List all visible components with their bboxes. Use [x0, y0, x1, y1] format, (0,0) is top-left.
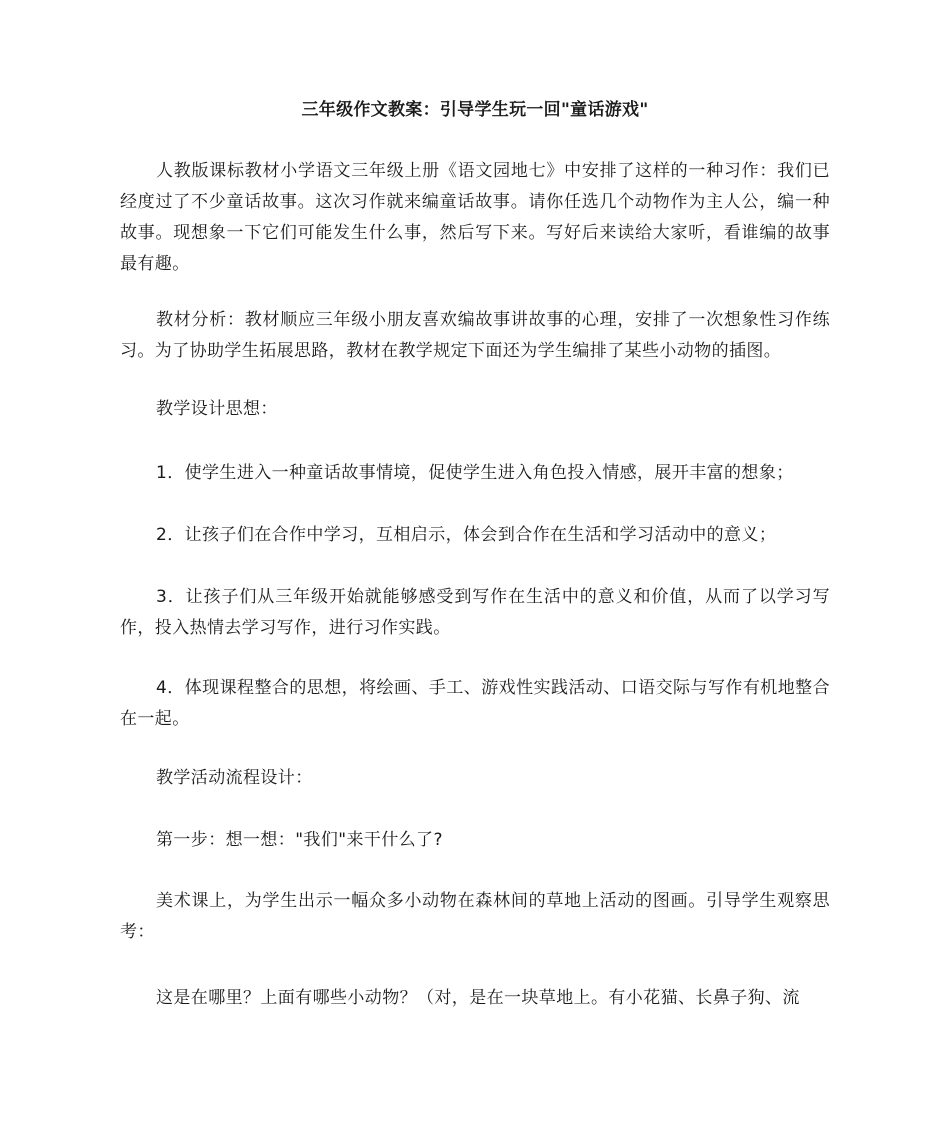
- paragraph-intro: 人教版课标教材小学语文三年级上册《语文园地七》中安排了这样的一种习作：我们已经度过了不少童话故事。这次习作就来编童话故事。请你任选几个动物作为主人公，编一种故事。现想象一下它们可能发生什么事，然后写下来。写好后来读给大家听，看谁编的故事最有趣。: [120, 161, 830, 274]
- paragraph-point-4: 4．体现课程整合的思想，将绘画、手工、游戏性实践活动、口语交际与写作有机地整合在一起。: [120, 678, 830, 729]
- paragraph-flow-heading: 教学活动流程设计：: [156, 768, 313, 788]
- paragraph-question: 这是在哪里？上面有哪些小动物？（对，是在一块草地上。有小花猫、长鼻子狗、流: [156, 988, 800, 1008]
- paragraph-material-analysis: 教材分析：教材顺应三年级小朋友喜欢编故事讲故事的心理，安排了一次想象性习作练习。为了协助学生拓展思路，教材在教学规定下面还为学生编排了某些小动物的插图。: [120, 310, 830, 361]
- paragraph-point-2: 2．让孩子们在合作中学习，互相启示，体会到合作在生活和学习活动中的意义；: [156, 525, 777, 545]
- paragraph-step-1: 第一步：想一想："我们"来干什么了?: [156, 830, 443, 850]
- paragraph-point-3: 3．让孩子们从三年级开始就能够感受到写作在生活中的意义和价值，从而了以学习写作，投入热情去学习写作，进行习作实践。: [120, 587, 830, 638]
- paragraph-point-1: 1．使学生进入一种童话故事情境，促使学生进入角色投入情感，展开丰富的想象；: [156, 463, 794, 483]
- paragraph-art-class: 美术课上，为学生出示一幅众多小动物在森林间的草地上活动的图画。引导学生观察思考：: [120, 891, 830, 942]
- document-page: [120, 0, 830, 1129]
- paragraph-design-heading: 教学设计思想：: [156, 399, 278, 419]
- document-title: 三年级作文教案：引导学生玩一回"童话游戏": [301, 100, 649, 120]
